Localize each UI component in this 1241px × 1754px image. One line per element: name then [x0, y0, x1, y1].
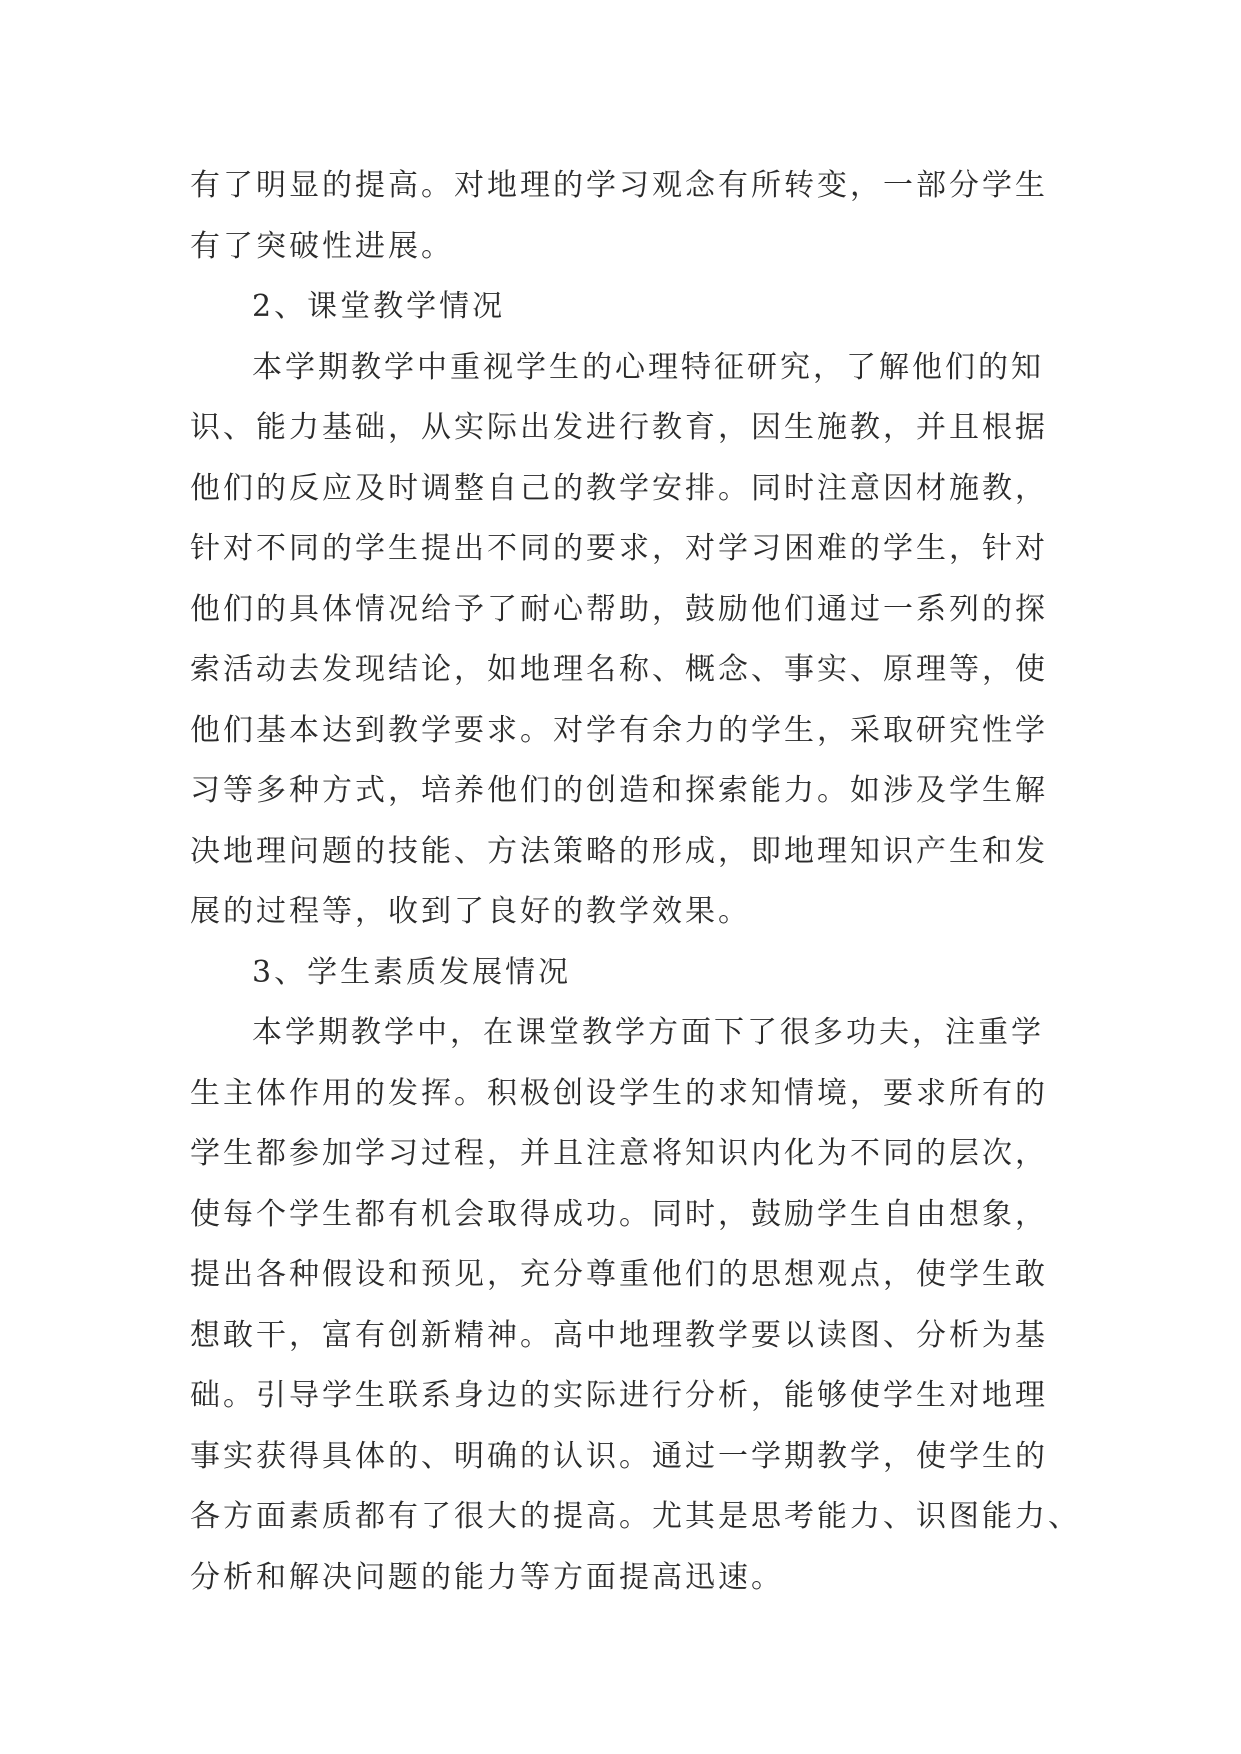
text-line: 有了明显的提高。对地理的学习观念有所转变，一部分学生: [190, 168, 1048, 203]
text-line: 分析和解决问题的能力等方面提高迅速。: [190, 1559, 784, 1595]
text-line: 他们的具体情况给予了耐心帮助，鼓励他们通过一系列的探: [190, 591, 1048, 627]
text-line: 学生都参加学习过程，并且注意将知识内化为不同的层次，: [190, 1136, 1048, 1171]
section-heading: 2、课堂教学情况: [252, 289, 506, 324]
text-line: 有了突破性进展。: [190, 228, 454, 264]
text-line: 础。引导学生联系身边的实际进行分析，能够使学生对地理: [190, 1378, 1048, 1413]
text-line: 展的过程等，收到了良好的教学效果。: [190, 894, 751, 929]
text-line: 识、能力基础，从实际出发进行教育，因生施教，并且根据: [190, 410, 1048, 445]
text-line: 针对不同的学生提出不同的要求，对学习困难的学生，针对: [190, 531, 1048, 566]
paragraph-first-line: 本学期教学中，在课堂教学方面下了很多功夫，注重学: [252, 1015, 1044, 1050]
paragraph-first-line: 本学期教学中重视学生的心理特征研究，了解他们的知: [252, 349, 1044, 385]
section-heading: 3、学生素质发展情况: [252, 954, 572, 990]
text-line: 提出各种假设和预见，充分尊重他们的思想观点，使学生敢: [190, 1257, 1048, 1292]
text-line: 他们基本达到教学要求。对学有余力的学生，采取研究性学: [190, 712, 1048, 748]
text-line: 索活动去发现结论，如地理名称、概念、事实、原理等，使: [190, 652, 1048, 687]
text-line: 生主体作用的发挥。积极创设学生的求知情境，要求所有的: [190, 1075, 1048, 1111]
text-line: 各方面素质都有了很大的提高。尤其是思考能力、识图能力、: [190, 1499, 1081, 1534]
text-line: 习等多种方式，培养他们的创造和探索能力。如涉及学生解: [190, 773, 1048, 808]
text-line: 他们的反应及时调整自己的教学安排。同时注意因材施教，: [190, 470, 1048, 506]
text-line: 想敢干，富有创新精神。高中地理教学要以读图、分析为基: [190, 1317, 1048, 1353]
text-line: 决地理问题的技能、方法策略的形成，即地理知识产生和发: [190, 833, 1048, 869]
document-body: [190, 156, 1081, 1608]
text-line: 使每个学生都有机会取得成功。同时，鼓励学生自由想象，: [190, 1196, 1048, 1232]
text-line: 事实获得具体的、明确的认识。通过一学期教学，使学生的: [190, 1438, 1048, 1474]
